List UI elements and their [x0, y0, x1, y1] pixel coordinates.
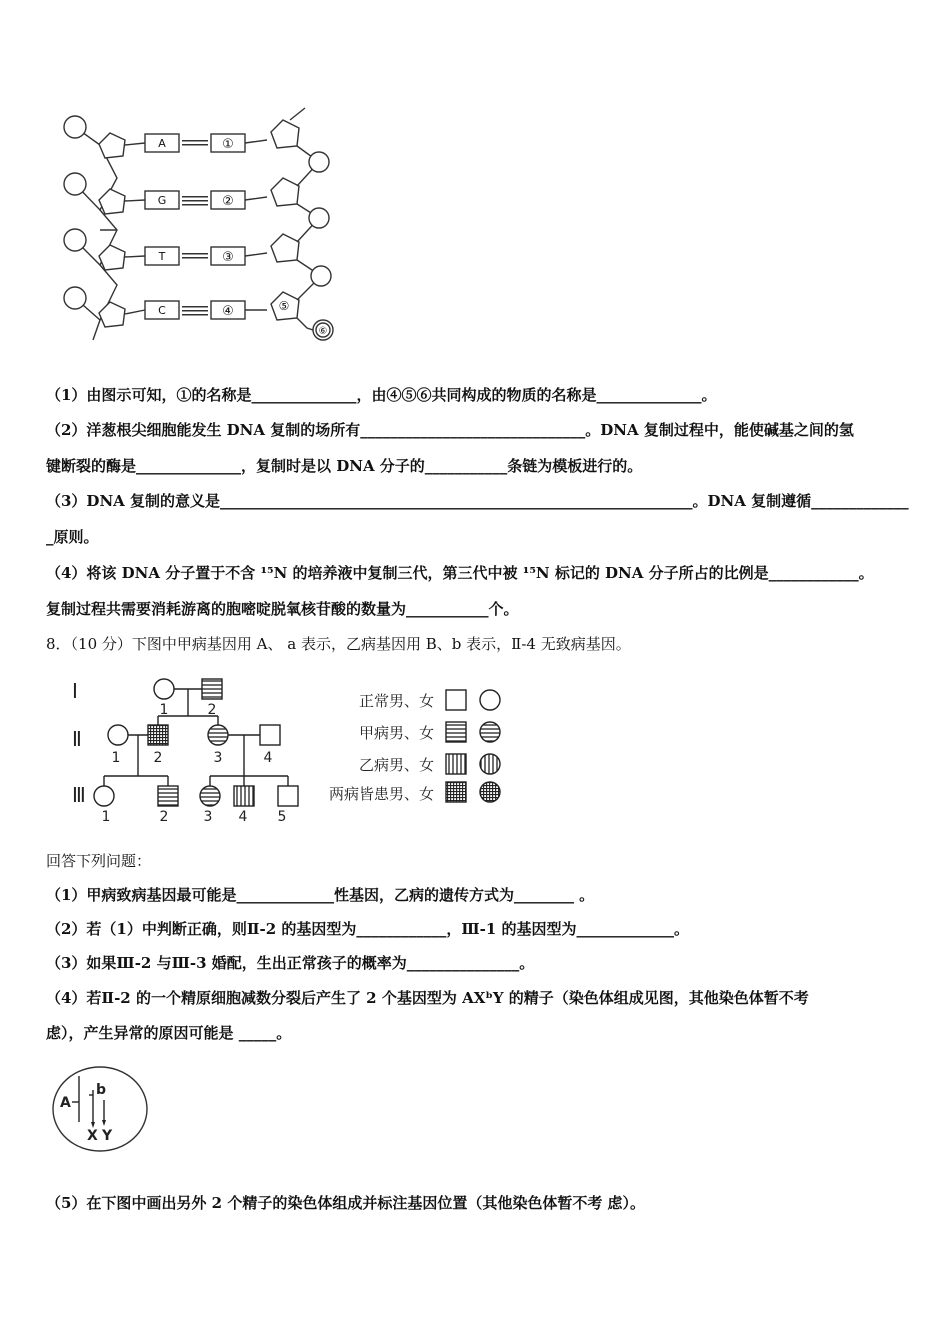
q8-answer-intro: 回答下列问题：: [46, 852, 152, 870]
gen3-num-3: 3: [203, 809, 213, 825]
legend-disease-b: 乙病男、女: [358, 756, 434, 774]
gen-label-2: Ⅱ: [72, 727, 82, 751]
base-right-2: ②: [222, 194, 234, 209]
gen2-num-1: 1: [111, 750, 121, 766]
label-6: ⑥: [318, 326, 328, 337]
legend-both: 两病皆患男、女: [328, 785, 434, 803]
pedigree-chart: [60, 668, 520, 828]
q7-part3-line1: （3）DNA 复制的意义是_______________________________________________________________。DNA 复制遵循_____________: [46, 492, 909, 510]
label-5: ⑤: [278, 299, 290, 313]
q8-stem: 8．（10 分）下图中甲病基因用 A、 a 表示，乙病基因用 B、b 表示，Ⅱ-4 无致病基因。: [46, 635, 631, 653]
q8-sub3: （3）如果Ⅲ-2 与Ⅲ-3 婚配，生出正常孩子的概率为_______________。: [46, 954, 535, 972]
chromosome-x-label: X: [87, 1128, 98, 1144]
q7-part2-line1: （2）洋葱根尖细胞能发生 DNA 复制的场所有______________________________。DNA 复制过程中，能使碱基之间的氢: [46, 421, 854, 439]
q7-part4-line1: （4）将该 DNA 分子置于不含 ¹⁵N 的培养液中复制三代，第三代中被 ¹⁵N 标记的 DNA 分子所占的比例是____________。: [46, 564, 874, 582]
base-left-4: C: [158, 304, 166, 317]
q8-sub2: （2）若（1）中判断正确，则Ⅱ-2 的基因型为____________，Ⅲ-1 的基因型为_____________。: [46, 920, 690, 938]
base-right-3: ③: [222, 250, 234, 265]
base-left-1: A: [158, 137, 166, 150]
legend-normal: 正常男、女: [358, 692, 434, 710]
gen1-num-1: 1: [159, 702, 169, 718]
q7-part2-line2: 键断裂的酶是______________，复制时是以 DNA 分子的___________条链为模板进行的。: [46, 457, 643, 475]
gen2-num-2: 2: [153, 750, 163, 766]
q8-sub1: （1）甲病致病基因最可能是_____________性基因，乙病的遗传方式为________ 。: [46, 886, 595, 904]
gen3-num-4: 4: [238, 809, 248, 825]
gen3-num-2: 2: [159, 809, 169, 825]
gen3-num-5: 5: [277, 809, 287, 825]
gen-label-3: Ⅲ: [72, 783, 86, 807]
gen2-num-3: 3: [213, 750, 223, 766]
base-right-1: ①: [222, 137, 234, 152]
q8-sub4-line1: （4）若Ⅱ-2 的一个精原细胞减数分裂后产生了 2 个基因型为 AXᵇY 的精子（染色体组成见图，其他染色体暂不考: [46, 989, 809, 1007]
base-right-4: ④: [222, 304, 234, 319]
gene-a-label: A: [60, 1095, 71, 1111]
legend-disease-a: 甲病男、女: [358, 724, 434, 742]
gen3-num-1: 1: [101, 809, 111, 825]
base-left-2: G: [157, 194, 167, 207]
gen-label-1: Ⅰ: [72, 679, 78, 703]
base-left-3: T: [158, 250, 166, 263]
q7-part3-line2: _原则。: [46, 528, 99, 546]
gen2-num-4: 4: [263, 750, 273, 766]
gene-b-label: b: [96, 1082, 107, 1098]
q7-part1: （1）由图示可知，①的名称是______________，由④⑤⑥共同构成的物质的名称是______________。: [46, 386, 717, 404]
q8-sub5: （5）在下图中画出另外 2 个精子的染色体组成并标注基因位置（其他染色体暂不考 虑）。: [46, 1194, 646, 1212]
q7-part4-line2: 复制过程共需要消耗游离的胞嘧啶脱氧核苷酸的数量为___________个。: [46, 600, 519, 618]
sperm-cell-diagram: [46, 1062, 156, 1157]
q8-sub4-line2: 虑），产生异常的原因可能是 _____。: [46, 1024, 292, 1042]
dna-structure-diagram: [55, 100, 355, 350]
gen1-num-2: 2: [207, 702, 217, 718]
chromosome-y-label: Y: [102, 1128, 113, 1144]
